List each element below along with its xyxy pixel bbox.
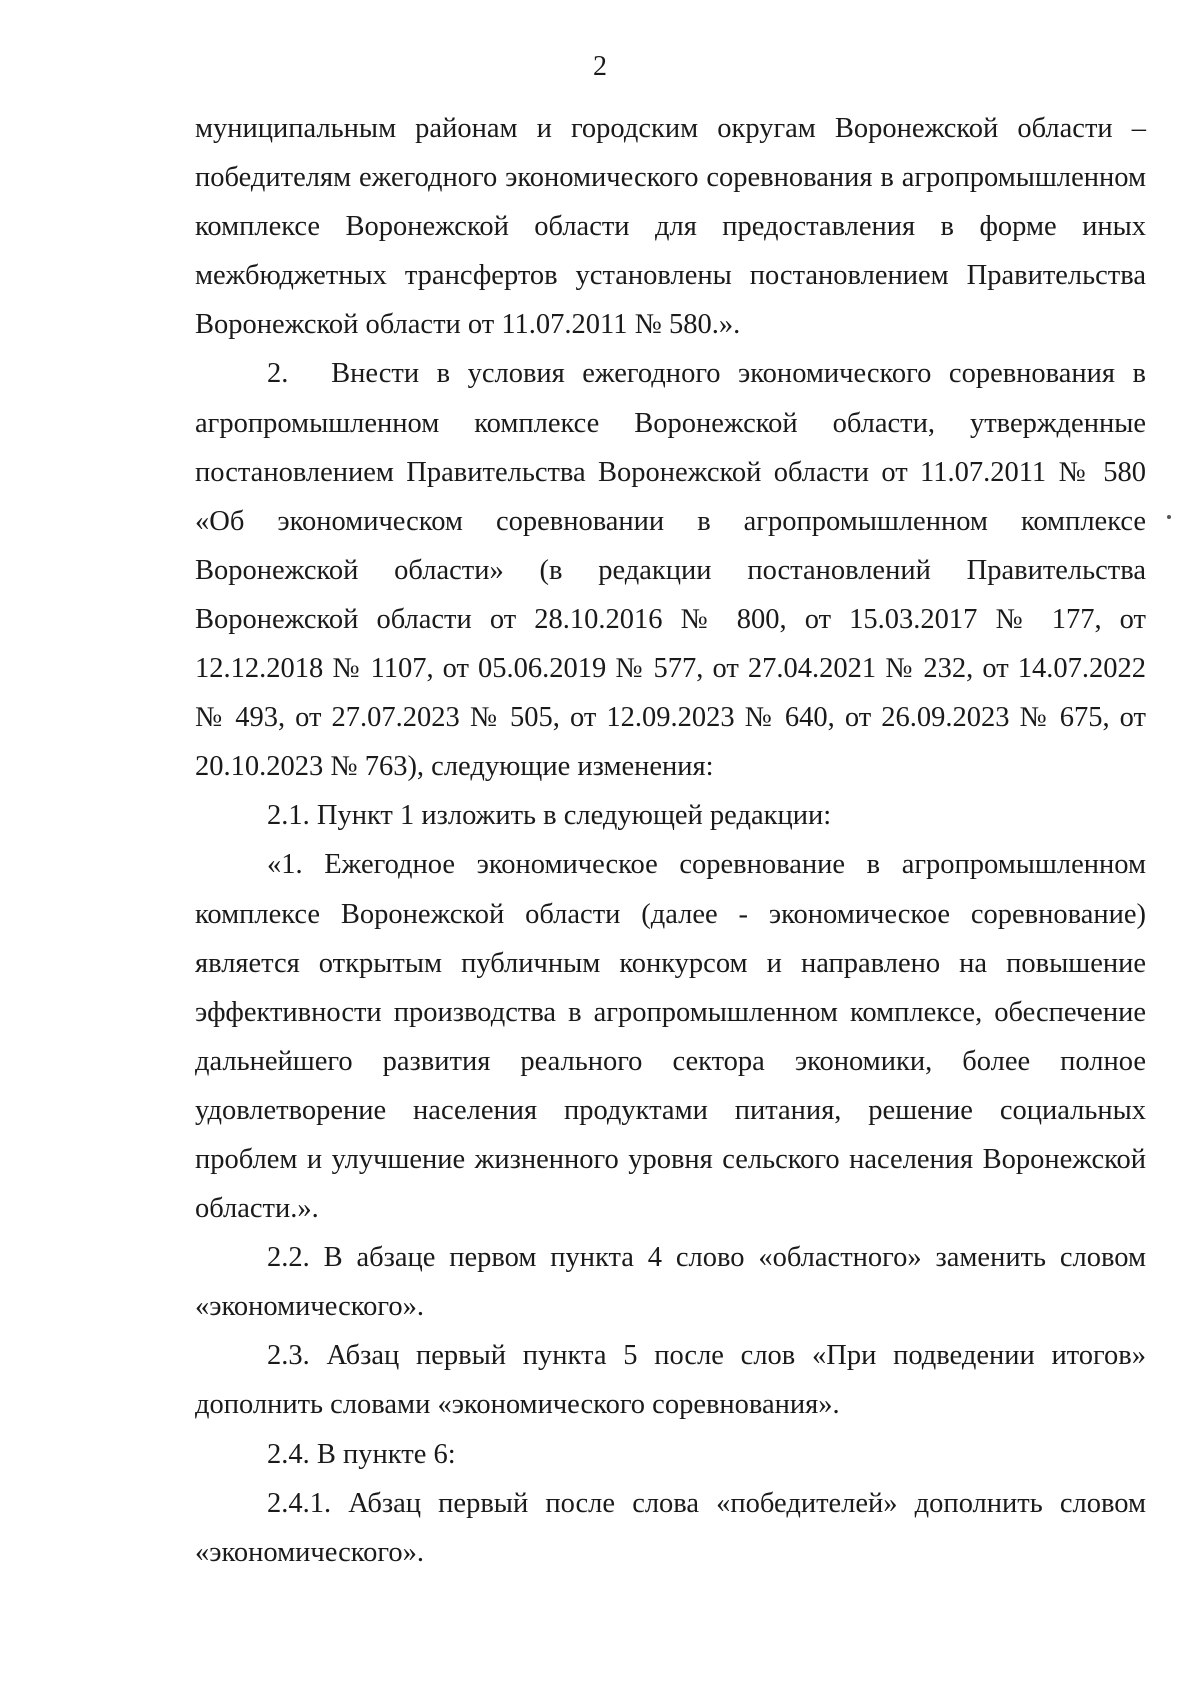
page-number: 2	[593, 51, 607, 82]
paragraph-continuation: муниципальным районам и городским округам Воронежской области – победителям ежегодного экономического соревнования в агропромышленном комплексе Воронежской области для предоставления в форме иных межбюджетных трансфертов установлены постановлением Правительства Воронежской области от 11.07.2011 № 580.».	[195, 113, 1146, 341]
paragraph-item-2: 2. Внести в условия ежегодного экономического соревнования в агропромышленном комплексе Воронежской области, утвержденные постановлением Правительства Воронежской области от 11.07.2011 № 580 «Об экономическом соревновании в агропромышленном комплексе Воронежской области» (в редакции постановлений Правительства Воронежской области от 28.10.2016 № 800, от 15.03.2017 № 177, от 12.12.2018 № 1107, от 05.06.2019 № 577, от 27.04.2021 № 232, от 14.07.2022 № 493, от 27.07.2023 № 505, от 12.09.2023 № 640, от 26.09.2023 № 675, от 20.10.2023 № 763), следующие изменения:	[195, 358, 1146, 783]
paragraph-item-2-2: 2.2. В абзаце первом пункта 4 слово «областного» заменить словом «экономического».	[195, 1242, 1146, 1323]
paragraph-item-2-3: 2.3. Абзац первый пункта 5 после слов «При подведении итогов» дополнить словами «экономического соревнования».	[195, 1340, 1146, 1421]
document-body	[195, 104, 1146, 1577]
paragraph-item-2-4-1: 2.4.1. Абзац первый после слова «победителей» дополнить словом «экономического».	[195, 1487, 1146, 1568]
paragraph-item-2-4: 2.4. В пункте 6:	[267, 1438, 456, 1470]
paragraph-item-2-1: 2.1. Пункт 1 изложить в следующей редакции:	[267, 800, 832, 832]
scan-dot-mark	[1167, 515, 1171, 519]
paragraph-item-2-1-quote: «1. Ежегодное экономическое соревнование в агропромышленном комплексе Воронежской области (далее - экономическое соревнование) является открытым публичным конкурсом и направлено на повышение эффективности производства в агропромышленном комплексе, обеспечение дальнейшего развития реального сектора экономики, более полное удовлетворение населения продуктами питания, решение социальных проблем и улучшение жизненного уровня сельского населения Воронежской области.».	[195, 849, 1146, 1225]
